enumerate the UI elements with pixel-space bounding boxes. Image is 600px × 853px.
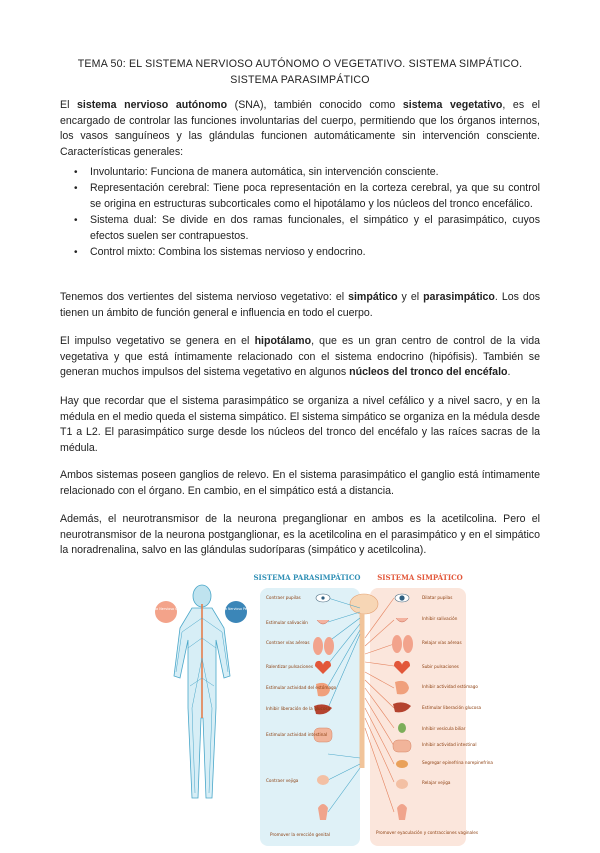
badge-right-text: Sistema Nervioso Periférico	[214, 607, 258, 611]
para-label: Ralentizar pulsaciones	[266, 664, 314, 669]
simp-label: Inhibir salivación	[422, 616, 458, 621]
infographic-svg	[132, 568, 493, 848]
text-run: El impulso vegetativo se genera en el	[60, 335, 255, 347]
features-list	[60, 165, 540, 261]
lung-right-icon	[324, 637, 334, 655]
paragraph-ganglios: Ambos sistemas poseen ganglios de relevo. En el sistema parasimpático el ganglio está íntimamente relacionado con el órgano. En cambio, en el simpático está a distancia.	[60, 469, 540, 497]
head-shape	[193, 585, 211, 607]
simp-label: Subir pulsaciones	[422, 664, 459, 669]
pupil-icon	[399, 595, 404, 600]
bladder-icon	[317, 775, 329, 785]
badge-left-circle	[155, 601, 177, 623]
bold-term: simpático	[348, 291, 398, 303]
simp-label: Inhibir actividad estómago	[422, 684, 478, 689]
paragraph-organizacion: Hay que recordar que el sistema parasimpático se organiza a nivel cefálico y a nivel sacro, y en la médula en el medio queda el sistema simpático. El sistema simpático se organiza en la médula desde T1 a L2. El parasimpático surge desde los núcleos del tronco del encéfalo y las raíces sacras de la médula.	[60, 395, 540, 454]
bold-term: parasimpático	[423, 291, 495, 303]
sna-infographic	[132, 568, 493, 848]
text-run: Tenemos dos vertientes del sistema nervioso vegetativo: el	[60, 291, 349, 303]
para-label: Promover la erección genital	[270, 832, 330, 837]
lung-left-icon	[313, 637, 323, 655]
title-line-1: TEMA 50: EL SISTEMA NERVIOSO AUTÓNOMO O VEGETATIVO. SISTEMA SIMPÁTICO.	[77, 58, 523, 70]
para-label: Contraer pupilas	[266, 595, 301, 600]
bold-term: hipotálamo	[254, 335, 312, 347]
intro-paragraph	[60, 98, 540, 160]
simp-label: Inhibir vesícula biliar	[422, 726, 466, 731]
list-item: • Control mixto: Combina los sistemas nervioso y endocrino.	[90, 245, 540, 260]
simp-label: Inhibir actividad intestinal	[422, 742, 477, 747]
adrenal-icon	[396, 760, 408, 768]
bladder-icon	[396, 779, 408, 789]
lung-left-icon	[392, 635, 402, 653]
badge-right-circle	[225, 601, 247, 623]
text-run: El	[60, 99, 78, 111]
document-title	[60, 56, 540, 88]
human-body-figure	[144, 585, 257, 798]
lung-right-icon	[403, 635, 413, 653]
para-label: Contraer vejiga	[266, 778, 299, 783]
para-label: Estimular actividad del estómago	[266, 685, 337, 690]
pupil-icon	[321, 596, 324, 599]
bold-term: sistema nervioso autónomo	[77, 99, 228, 111]
bold-term: sistema vegetativo	[402, 99, 503, 111]
gallbladder-icon	[398, 723, 406, 733]
simp-label: Dilatar pupilas	[422, 595, 453, 600]
paragraph-neurotransmisor: Además, el neurotransmisor de la neurona preganglionar en ambos es la acetilcolina. Pero el neurotransmisor de la neurona postganglionar, es la acetilcolina en el parasimpático y en el simpático la noradrenalina, salvo en las glándulas sudoríparas (simpático y acetilcolina).	[60, 513, 540, 557]
para-label: Contraer vías aéreas	[266, 640, 310, 645]
simp-label: Relajar vías aéreas	[422, 640, 462, 645]
text-run: y el	[397, 291, 424, 303]
para-label: Estimular salivación	[266, 620, 308, 625]
simp-label: Estimular liberación glucosa	[422, 705, 482, 710]
title-line-2: SISTEMA PARASIMPÁTICO	[230, 74, 370, 86]
text-run: , es el encargado de controlar las funciones involuntarias del cuerpo, permitiendo que los órganos internos, los vasos sanguíneos y las glándulas funcionen automáticamente sin intervención consciente. Características generales:	[60, 99, 540, 158]
text-run: . Los dos tienen un ámbito de función general e influencia en todo el cuerpo.	[60, 291, 541, 319]
list-item: • Sistema dual: Se divide en dos ramas funcionales, el simpático y el parasimpático, cuyos efectos suelen ser contrapuestos.	[90, 213, 540, 244]
brain-icon	[350, 594, 378, 614]
intestine-icon	[393, 740, 411, 752]
header-parasimpatico: SISTEMA PARASIMPÁTICO	[253, 573, 361, 582]
header-simpatico: SISTEMA SIMPÁTICO	[377, 573, 463, 582]
text-run: , que es un gran centro de control de la vida vegetativa y que está íntimamente relacionado con el sistema endocrino (hipófisis). También se generan muchos impulsos del sistema vegetativo en algunos	[60, 335, 540, 379]
simp-label: Promover eyaculación y contracciones vaginales	[376, 830, 479, 835]
list-item: • Involuntario: Funciona de manera automática, sin intervención consciente.	[90, 165, 540, 180]
paragraph-hipotalamo	[60, 334, 540, 381]
paragraph-vertientes	[60, 290, 540, 321]
text-run: (SNA), también conocido como	[227, 99, 403, 111]
text-run: .	[507, 366, 511, 379]
simp-label: Segregar epinefrina norepinefrina	[422, 760, 493, 765]
badge-left-text: Sistema Nervioso Central	[144, 607, 188, 611]
bold-term: núcleos del tronco del encéfalo	[349, 366, 508, 379]
para-label: Inhibir liberación de la glucosa	[266, 706, 331, 711]
list-item: • Representación cerebral: Tiene poca representación en la corteza cerebral, ya que su control se origina en estructuras subcorticales como el hipotálamo y los núcleos del tronco encefálico.	[90, 181, 540, 212]
para-label: Estimular actividad intestinal	[266, 732, 328, 737]
simp-label: Relajar vejiga	[422, 780, 451, 785]
panel-parasimpatico	[260, 588, 360, 846]
panel-simpatico	[370, 588, 466, 846]
